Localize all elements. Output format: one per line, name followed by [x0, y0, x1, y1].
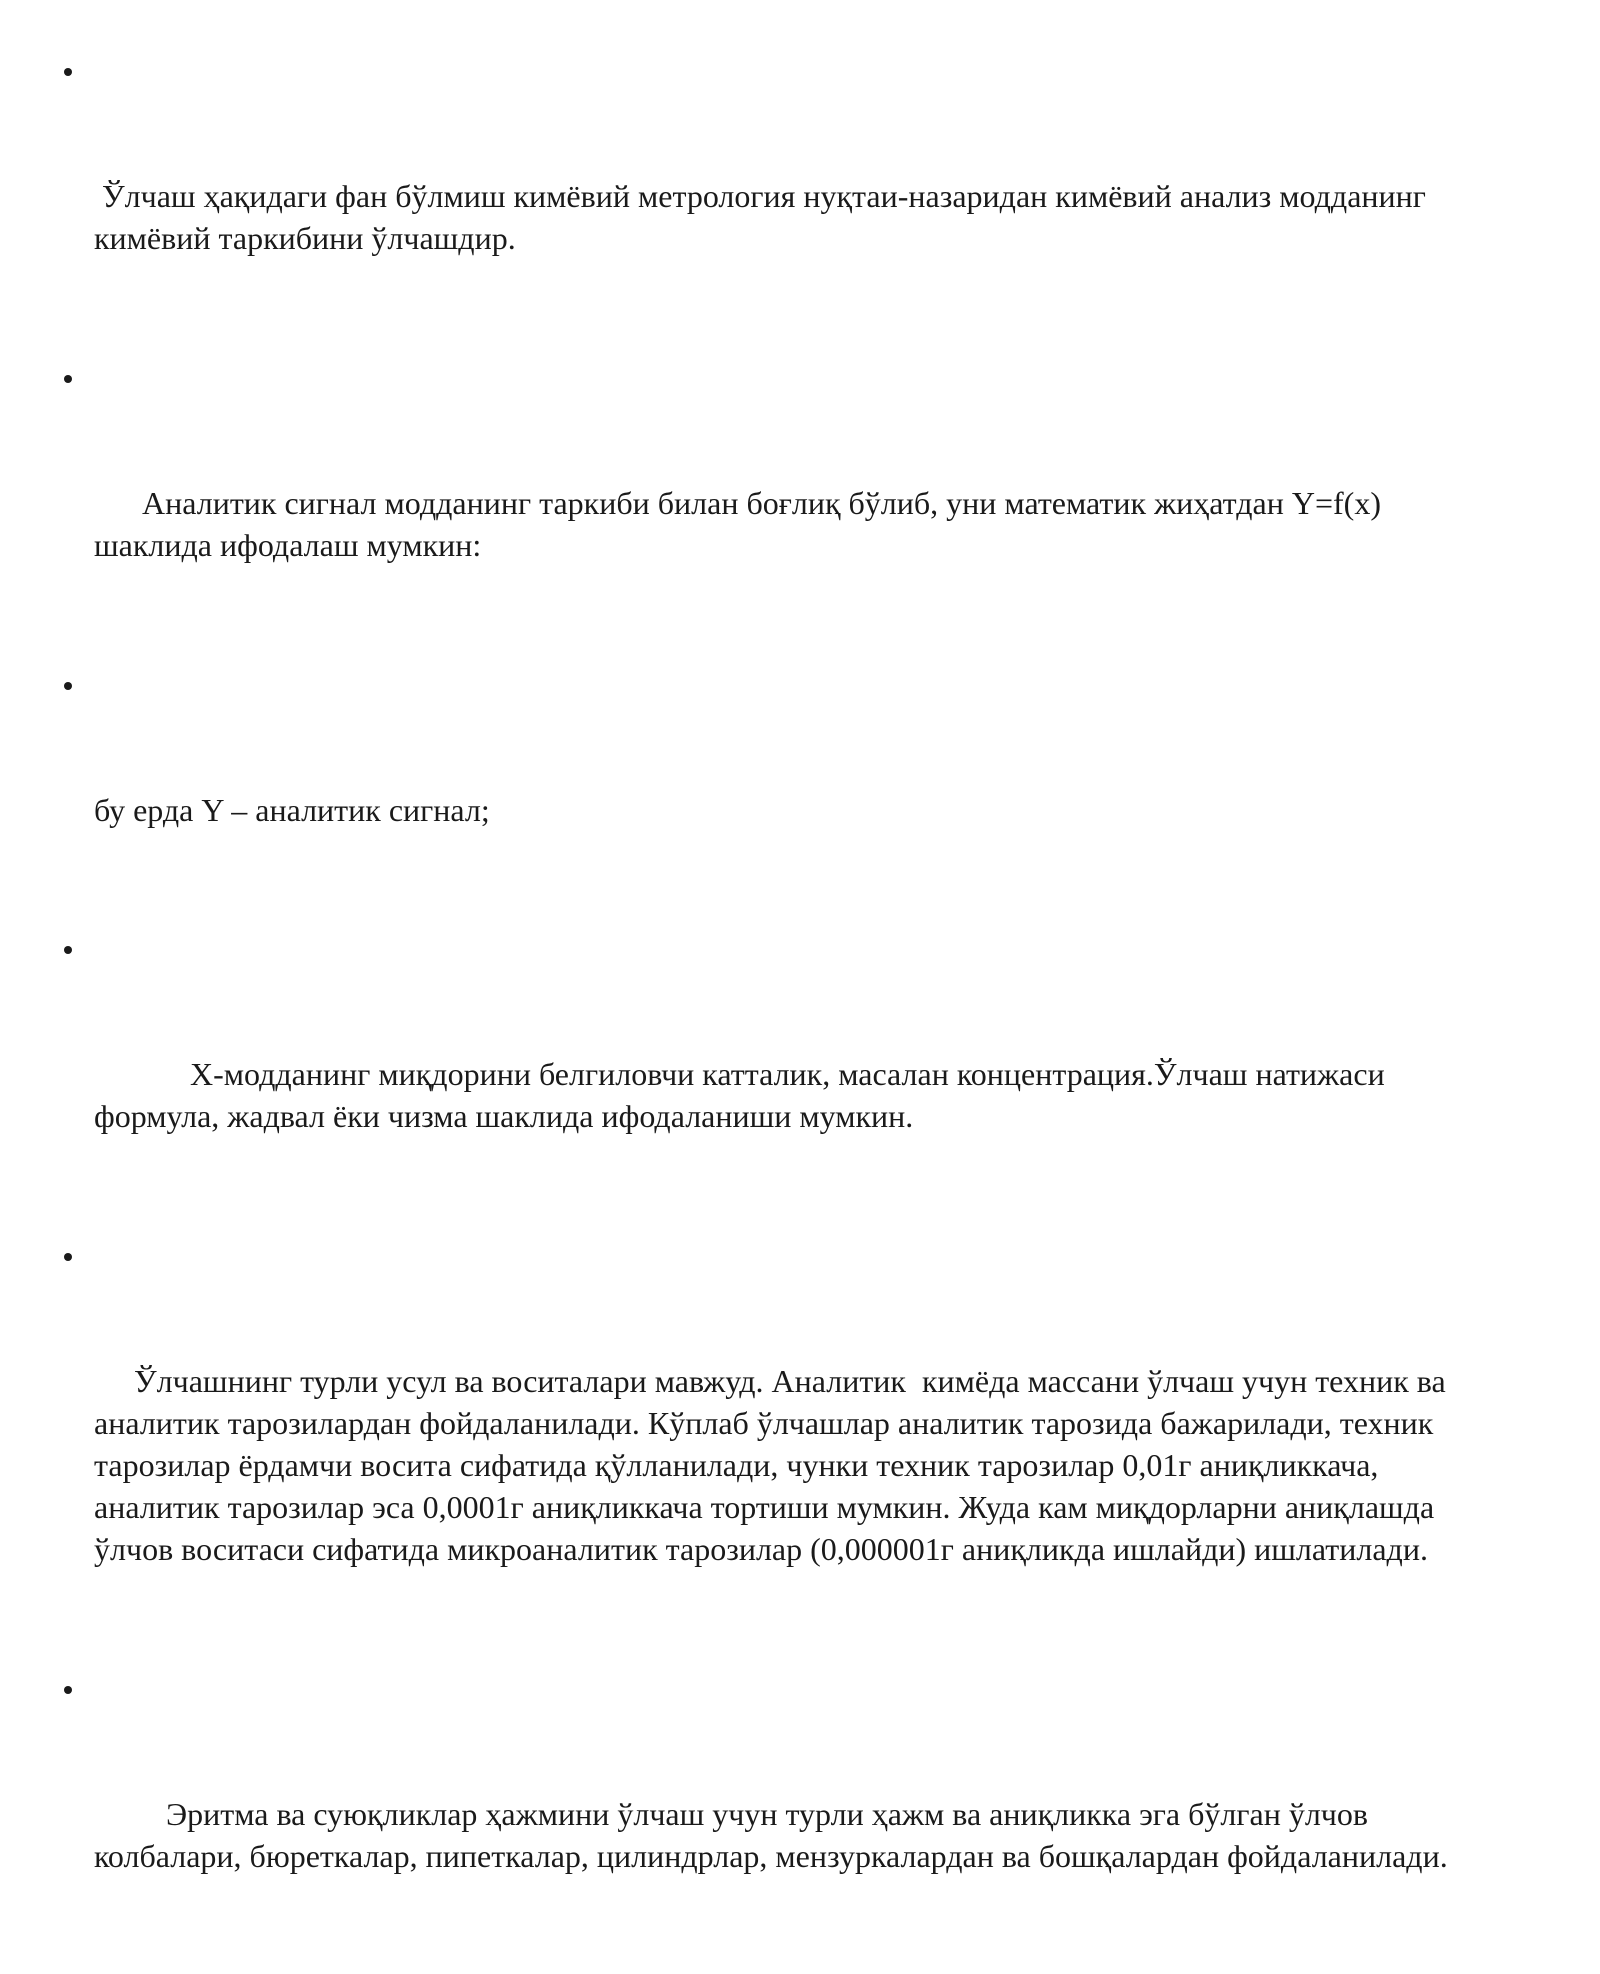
bullet-item-2: [58, 356, 1488, 650]
bullet-item-3: [58, 663, 1488, 915]
bullet-list: [58, 49, 1488, 1974]
bullet-dot-icon: [64, 1253, 72, 1261]
bullet-text: Ўлчаш ҳақидаги фан бўлмиш кимёвий метрология нуқтаи-назаридан кимёвий анализ модданинг кимёвий таркибини ўлчашдир.: [94, 178, 1434, 256]
bullet-dot-icon: [64, 375, 72, 383]
bullet-text: Ўлчашнинг турли усул ва воситалари мавжуд. Аналитик кимёда массани ўлчаш учун техник ва аналитик тарозилардан фойдаланилади. Кўплаб ўлчашлар аналитик тарозида бажарилади, техник тарозилар ёрдамчи восита сифатида қўлланилади, чунки техник тарозилар 0,01г аниқликкача, аналитик тарозилар эса 0,0001г аниқликкача тортиши мумкин. Жуда кам миқдорларни аниқлашда ўлчов воситаси сифатида микроаналитик тарозилар (0,000001г аниқликда ишлайди) ишлатилади.: [94, 1363, 1454, 1567]
bullet-item-4: [58, 927, 1488, 1221]
bullet-dot-icon: [64, 682, 72, 690]
bullet-text: X-модданинг миқдорини белгиловчи катталик, масалан концентрация.Ўлчаш натижаси формула, жадвал ёки чизма шаклида ифодаланиши мумкин.: [94, 1056, 1393, 1134]
bullet-item-1: [58, 49, 1488, 343]
bullet-text: Аналитик сигнал модданинг таркиби билан боғлиқ бўлиб, уни математик жиҳатдан Y=f(x) шаклида ифодалаш мумкин:: [94, 485, 1389, 563]
bullet-dot-icon: [64, 1686, 72, 1694]
bullet-dot-icon: [64, 68, 72, 76]
bullet-item-6: [58, 1667, 1488, 1961]
bullet-text: бу ерда Y – аналитик сигнал;: [94, 792, 490, 828]
bullet-dot-icon: [64, 946, 72, 954]
bullet-item-5: [58, 1234, 1488, 1654]
bullet-text: Эритма ва суюқликлар ҳажмини ўлчаш учун турли ҳажм ва аниқликка эга бўлган ўлчов колбалари, бюреткалар, пипеткалар, цилиндрлар, мензуркалардан ва бошқалардан фойдаланилади.: [94, 1796, 1448, 1874]
